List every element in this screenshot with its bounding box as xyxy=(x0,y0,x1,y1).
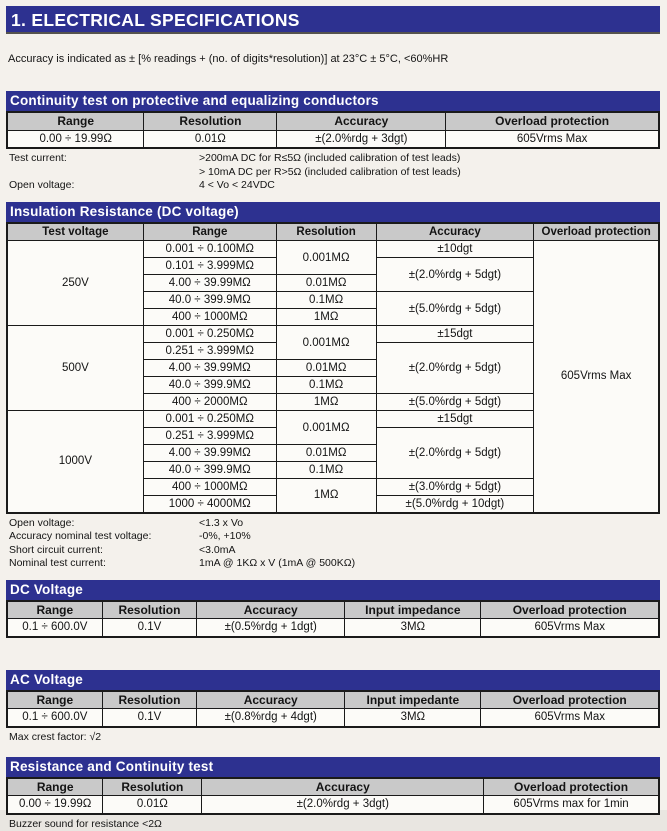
cell-range: 40.0 ÷ 399.9MΩ xyxy=(143,377,276,394)
cell-input-impedance: 3MΩ xyxy=(345,619,481,637)
cell-test-voltage: 250V xyxy=(7,241,143,326)
cell-accuracy: ±(5.0%rdg + 5dgt) xyxy=(376,292,534,326)
note-label: Nominal test current: xyxy=(9,557,106,569)
cell-resolution: 1MΩ xyxy=(276,479,376,513)
cell-overload: 605Vrms Max xyxy=(481,709,659,727)
section-title: Continuity test on protective and equalizing conductors xyxy=(6,91,660,111)
cell-range: 1000 ÷ 4000MΩ xyxy=(143,496,276,513)
col-header-range: Range xyxy=(7,778,103,796)
note-row xyxy=(9,530,660,544)
note-value: 1mA @ 1KΩ x V (1mA @ 500KΩ) xyxy=(199,557,356,569)
note-row xyxy=(9,517,660,531)
cell-resolution: 0.01MΩ xyxy=(276,445,376,462)
cell-range: 0.00 ÷ 19.99Ω xyxy=(7,130,144,148)
cell-input-impedance: 3MΩ xyxy=(345,709,481,727)
col-header-range: Range xyxy=(7,112,144,130)
cell-resolution: 0.001MΩ xyxy=(276,326,376,360)
cell-range: 400 ÷ 2000MΩ xyxy=(143,394,276,411)
insulation-table xyxy=(6,222,660,514)
cell-accuracy: ±(5.0%rdg + 10dgt) xyxy=(376,496,534,513)
cell-resolution: 1MΩ xyxy=(276,309,376,326)
note-row xyxy=(9,166,660,180)
cell-accuracy: ±(2.0%rdg + 3dgt) xyxy=(277,130,446,148)
section-ac-voltage xyxy=(6,670,660,744)
cell-range: 4.00 ÷ 39.99MΩ xyxy=(143,275,276,292)
note-row xyxy=(9,557,660,571)
col-header-accuracy: Accuracy xyxy=(197,601,345,619)
cell-accuracy: ±10dgt xyxy=(376,241,534,258)
cell-accuracy: ±15dgt xyxy=(376,326,534,343)
note-label: Accuracy nominal test voltage: xyxy=(9,530,152,542)
cell-range: 400 ÷ 1000MΩ xyxy=(143,479,276,496)
col-header-accuracy: Accuracy xyxy=(202,778,484,796)
col-header-accuracy: Accuracy xyxy=(197,691,345,709)
cell-overload: 605Vrms Max xyxy=(534,241,659,513)
cell-test-voltage: 500V xyxy=(7,326,143,411)
note-label: Short circuit current: xyxy=(9,543,103,556)
cell-resolution: 0.01Ω xyxy=(103,796,202,814)
cell-resolution: 0.001MΩ xyxy=(276,411,376,445)
section-title: AC Voltage xyxy=(6,670,660,690)
note-label: Test current: xyxy=(9,152,67,164)
cell-accuracy: ±(2.0%rdg + 3dgt) xyxy=(202,796,484,814)
note-value: <3.0mA xyxy=(199,543,236,556)
section-title: DC Voltage xyxy=(6,580,660,600)
col-header-overload: Overload protection xyxy=(481,601,659,619)
col-header-range: Range xyxy=(143,223,276,241)
section-resistance-continuity xyxy=(6,757,660,831)
note-value: >200mA DC for R≤5Ω (included calibration of test leads) xyxy=(199,152,461,164)
note-row xyxy=(9,544,660,558)
col-header-resolution: Resolution xyxy=(144,112,277,130)
table-header-row xyxy=(7,112,659,130)
cell-accuracy: ±(3.0%rdg + 5dgt) xyxy=(376,479,534,496)
ac-voltage-table xyxy=(6,690,660,728)
page-title: 1. ELECTRICAL SPECIFICATIONS xyxy=(6,6,660,34)
cell-range: 0.001 ÷ 0.250MΩ xyxy=(143,326,276,343)
note-label xyxy=(9,166,199,180)
note-value: <1.3 x Vo xyxy=(199,516,244,529)
cell-resolution: 0.01MΩ xyxy=(276,275,376,292)
continuity-notes xyxy=(9,152,660,193)
cell-range: 40.0 ÷ 399.9MΩ xyxy=(143,462,276,479)
col-header-range: Range xyxy=(7,601,102,619)
note-value: 4 < Vo < 24VDC xyxy=(199,179,275,191)
section-insulation-resistance xyxy=(6,202,660,571)
cell-range: 400 ÷ 1000MΩ xyxy=(143,309,276,326)
note-row xyxy=(9,179,660,193)
col-header-test-voltage: Test voltage xyxy=(7,223,143,241)
section-dc-voltage xyxy=(6,580,660,638)
note-value: -0%, +10% xyxy=(199,530,251,542)
cell-resolution: 0.1MΩ xyxy=(276,462,376,479)
col-header-input-impedance: Input impedance xyxy=(345,601,481,619)
cell-accuracy: ±15dgt xyxy=(376,411,534,428)
cell-resolution: 1MΩ xyxy=(276,394,376,411)
cell-range: 0.001 ÷ 0.100MΩ xyxy=(143,241,276,258)
cell-range: 0.001 ÷ 0.250MΩ xyxy=(143,411,276,428)
col-header-overload: Overload protection xyxy=(534,223,659,241)
table-row xyxy=(7,709,659,727)
section-title: Insulation Resistance (DC voltage) xyxy=(6,202,660,222)
cell-resolution: 0.01MΩ xyxy=(276,360,376,377)
col-header-overload: Overload protection xyxy=(481,691,659,709)
col-header-range: Range xyxy=(7,691,102,709)
crest-factor-note xyxy=(9,731,660,744)
cell-range: 40.0 ÷ 399.9MΩ xyxy=(143,292,276,309)
note-label: Max crest factor: xyxy=(9,730,87,743)
note-label: Open voltage: xyxy=(9,516,75,529)
cell-accuracy: ±(2.0%rdg + 5dgt) xyxy=(376,428,534,479)
cell-resolution: 0.1MΩ xyxy=(276,292,376,309)
cell-range: 4.00 ÷ 39.99MΩ xyxy=(143,360,276,377)
col-header-resolution: Resolution xyxy=(103,778,202,796)
cell-accuracy: ±(2.0%rdg + 5dgt) xyxy=(376,258,534,292)
note-value: √2 xyxy=(89,730,102,743)
cell-resolution: 0.1V xyxy=(102,619,197,637)
cell-accuracy: ±(2.0%rdg + 5dgt) xyxy=(376,343,534,394)
cell-accuracy: ±(0.8%rdg + 4dgt) xyxy=(197,709,345,727)
col-header-input-impedance: Input impedante xyxy=(345,691,481,709)
cell-resolution: 0.1MΩ xyxy=(276,377,376,394)
cell-range: 0.00 ÷ 19.99Ω xyxy=(7,796,103,814)
cell-overload: 605Vrms Max xyxy=(481,619,659,637)
cell-range: 4.00 ÷ 39.99MΩ xyxy=(143,445,276,462)
col-header-overload: Overload protection xyxy=(446,112,659,130)
dc-voltage-table xyxy=(6,600,660,638)
accuracy-general-note: Accuracy is indicated as ± [% readings + (no. of digits*resolution)] at 23°C ± 5°C, <60%HR xyxy=(8,53,449,65)
note-row xyxy=(9,152,660,166)
cell-resolution: 0.001MΩ xyxy=(276,241,376,275)
cell-range: 0.1 ÷ 600.0V xyxy=(7,619,102,637)
table-header-row xyxy=(7,601,659,619)
col-header-resolution: Resolution xyxy=(102,691,197,709)
cell-test-voltage: 1000V xyxy=(7,411,143,513)
section-continuity-test xyxy=(6,91,660,193)
cell-range: 0.101 ÷ 3.999MΩ xyxy=(143,258,276,275)
table-row xyxy=(7,130,659,148)
col-header-accuracy: Accuracy xyxy=(376,223,534,241)
continuity-table xyxy=(6,111,660,149)
col-header-resolution: Resolution xyxy=(102,601,197,619)
insulation-notes xyxy=(9,517,660,571)
cell-resolution: 0.01Ω xyxy=(144,130,277,148)
col-header-overload: Overload protection xyxy=(484,778,659,796)
cell-range: 0.1 ÷ 600.0V xyxy=(7,709,102,727)
table-row xyxy=(7,619,659,637)
col-header-resolution: Resolution xyxy=(276,223,376,241)
resistance-table xyxy=(6,777,660,815)
table-header-row xyxy=(7,778,659,796)
cell-overload: 605Vrms Max xyxy=(446,130,659,148)
cell-range: 0.251 ÷ 3.999MΩ xyxy=(143,343,276,360)
note-value: > 10mA DC per R>5Ω (included calibration of test leads) xyxy=(199,165,461,178)
table-header-row xyxy=(7,691,659,709)
cell-resolution: 0.1V xyxy=(102,709,197,727)
section-title: Resistance and Continuity test xyxy=(6,757,660,777)
buzzer-note: Buzzer sound for resistance <2Ω xyxy=(9,817,162,830)
col-header-accuracy: Accuracy xyxy=(277,112,446,130)
table-header-row xyxy=(7,223,659,241)
table-row xyxy=(7,241,659,258)
cell-overload: 605Vrms max for 1min xyxy=(484,796,659,814)
cell-accuracy: ±(0.5%rdg + 1dgt) xyxy=(197,619,345,637)
note-label: Open voltage: xyxy=(9,179,75,191)
table-row xyxy=(7,796,659,814)
cell-range: 0.251 ÷ 3.999MΩ xyxy=(143,428,276,445)
cell-accuracy: ±(5.0%rdg + 5dgt) xyxy=(376,394,534,411)
